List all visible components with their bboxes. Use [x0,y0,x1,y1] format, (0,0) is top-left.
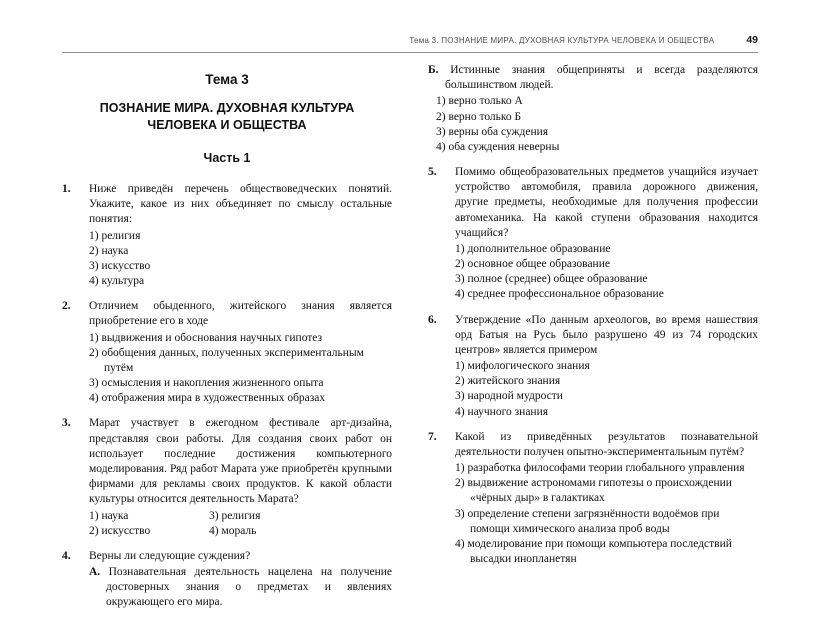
question-body [455,165,758,303]
question-text: Какой из приведённых результатов познавательной деятельности получен опытно-экспериментальным путём? [455,430,758,458]
question-text: Помимо общеобразовательных предметов учащийся изучает устройство автомобиля, правила дорожного движения, другие предметы, необходимые для получения профессии автомеханика. На какой ступени образования находится учащийся? [455,166,758,239]
answer-option: 1) выдвижения и обоснования научных гипотез [89,331,323,344]
answer-option: 3) осмысления и накопления жизненного опыта [89,377,324,390]
chapter-title: ПОЗНАНИЕ МИРА. ДУХОВНАЯ КУЛЬТУРА ЧЕЛОВЕКА И ОБЩЕСТВА [99,100,355,132]
answer-option: 4) среднее профессиональное образование [455,288,664,301]
answer-option: 2) верно только Б [436,110,522,123]
question-5 [428,165,758,303]
question-4-continuation [428,63,758,155]
chapter-heading [62,71,392,166]
answer-option: 2) выдвижение астрономами гипотезы о происхождении «чёрных дыр» в галактиках [455,477,732,505]
part-title: Часть 1 [203,150,251,165]
statement-b-text: Истинные знания общеприняты и всегда разделяются большинством людей. [445,64,758,92]
running-header [62,34,758,53]
question-6 [428,313,758,420]
question-2 [62,299,392,406]
question-number: 1. [62,183,71,196]
answer-option: 3) определение степени загрязнённости водоёмов при помощи химического анализа проб воды [455,507,720,535]
answer-option: 1) дополнительное образование [455,242,611,255]
answer-option: 2) житейского знания [455,375,561,388]
question-number: 7. [428,430,437,443]
question-number: 2. [62,300,71,313]
answer-option: 3) полное (среднее) общее образование [455,273,648,286]
answer-option: 1) разработка философами теории глобального управления [455,462,745,475]
answer-option: 1) верно только А [436,95,523,108]
answer-option: 2) обобщения данных, полученных экспериментальным путём [89,346,364,374]
statement-a-label: А. [89,566,101,579]
options-column-2 [209,509,392,539]
question-body [89,549,392,611]
question-text: Отличием обыденного, житейского знания является приобретение его в ходе [89,300,392,328]
answer-option: 1) религия [89,229,141,242]
question-body [89,299,392,406]
question-text: Верны ли следующие суждения? [89,549,251,562]
options-column-1 [89,509,209,539]
answer-option: 4) отображения мира в художественных образах [89,392,326,405]
chapter-label: Тема 3 [205,72,249,87]
question-number: 4. [62,549,71,562]
answer-option: 4) культура [89,275,145,288]
question-body [89,416,392,538]
left-column [62,63,392,621]
answer-option: 4) научного знания [455,405,549,418]
question-body [455,430,758,568]
question-text: Утверждение «По данным археологов, во время нашествия орд Батыя на Русь было разрушено 49 из 74 городских центров» является примером [455,313,758,356]
question-body [455,313,758,420]
answer-option: 4) оба суждения неверны [436,140,560,153]
answer-option: 2) основное общее образование [455,258,610,271]
page-number: 49 [746,34,758,46]
question-text: Ниже приведён перечень обществоведческих понятий. Укажите, какое из них объединяет по смыслу остальные понятия: [89,183,392,226]
question-body [89,182,392,289]
answer-option: 3) искусство [89,259,151,272]
answer-option: 3) верны оба суждения [436,125,549,138]
answer-option: 4) моделирование при помощи компьютера последствий высадки инопланетян [455,537,732,566]
answer-option: 1) наука [89,509,129,522]
statement-b-label: Б. [428,64,439,76]
question-1 [62,182,392,289]
question-3 [62,416,392,538]
answer-option: 1) мифологического знания [455,360,590,373]
answer-option: 2) наука [89,244,129,257]
running-header-title: Тема 3. ПОЗНАНИЕ МИРА. ДУХОВНАЯ КУЛЬТУРА ЧЕЛОВЕКА И ОБЩЕСТВА [409,36,715,45]
answer-option: 3) народной мудрости [455,390,563,403]
question-number: 3. [62,417,71,430]
question-7 [428,430,758,568]
answer-option: 3) религия [209,509,261,522]
question-number: 6. [428,313,437,326]
statement-a [89,565,392,611]
question-number: 5. [428,166,437,179]
answer-option: 2) искусство [89,524,151,537]
statement-b [428,63,758,93]
statement-a-text: Познавательная деятельность нацелена на получение достоверных знания о предметах и явлениях окружающего его мира. [106,566,392,609]
answer-options-grid [89,509,392,539]
question-text: Марат участвует в ежегодном фестивале арт-дизайна, представляя свои работы. Для создания своих работ он использует последние достижения компьютерного моделирования. Ряд работ Марата уже приобретён крупными фирмами для рекламы своих продуктов. К какой области культуры относится деятельность Марата? [89,417,392,506]
answer-option: 4) мораль [209,524,257,537]
page-columns [62,63,758,621]
right-column [428,63,758,621]
question-4 [62,549,392,611]
